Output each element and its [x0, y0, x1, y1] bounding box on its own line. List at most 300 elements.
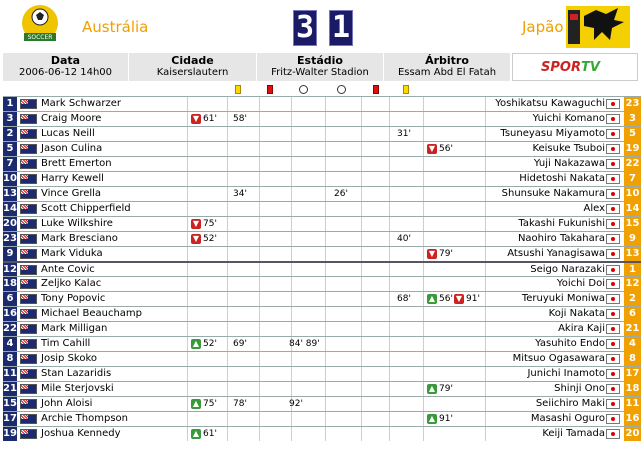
table-row — [3, 426, 641, 441]
table-row — [3, 171, 641, 186]
table-row — [3, 306, 641, 321]
grid-cell — [227, 142, 228, 156]
sub-minute: 91' — [466, 294, 480, 304]
grid-cell — [325, 322, 326, 336]
away-yellow-minute: 31' — [397, 129, 411, 139]
home-shirt-number: 4 — [3, 337, 17, 351]
away-score: 1 — [329, 10, 353, 46]
away-player-name[interactable]: Yuichi Komano — [532, 113, 605, 124]
grid-cell — [227, 187, 228, 201]
home-player-name[interactable]: Stan Lazaridis — [41, 368, 112, 379]
home-player-name[interactable]: Mile Sterjovski — [41, 383, 114, 394]
soccer-logo-icon — [18, 3, 62, 49]
grid-cell — [227, 322, 228, 336]
grid-cell — [485, 352, 486, 366]
table-row — [3, 96, 641, 111]
grid-cell — [389, 352, 390, 366]
grid-cell — [259, 292, 260, 306]
grid-cell — [187, 232, 188, 246]
grid-cell — [361, 367, 362, 381]
australia-flag-icon — [20, 339, 37, 349]
grid-cell — [227, 202, 228, 216]
away-player-name[interactable]: Alex — [583, 203, 605, 214]
grid-cell — [227, 397, 228, 411]
table-row — [3, 411, 641, 426]
sub-out-icon: ▼ — [428, 143, 436, 153]
home-shirt-number: 15 — [3, 398, 17, 409]
grid-cell — [227, 112, 228, 126]
home-player-name[interactable]: Mark Milligan — [41, 323, 108, 334]
home-substitution — [191, 427, 217, 441]
grid-cell — [361, 187, 362, 201]
sub-in-icon: ▲ — [192, 338, 200, 348]
grid-cell — [389, 263, 390, 277]
australia-flag-icon — [20, 324, 37, 334]
grid-cell — [423, 382, 424, 396]
away-substitution — [427, 142, 453, 156]
grid-cell — [291, 247, 292, 261]
grid-cell — [423, 263, 424, 277]
grid-cell — [325, 367, 326, 381]
away-goal-minute: 26' — [334, 189, 348, 199]
grid-cell — [389, 127, 390, 141]
table-row — [3, 216, 641, 231]
away-substitution — [427, 382, 453, 396]
lineup-grid — [3, 84, 641, 441]
red-card-icon-away — [373, 85, 379, 94]
grid-cell — [259, 397, 260, 411]
away-player-name[interactable]: Hidetoshi Nakata — [519, 173, 605, 184]
stadium-label: Estádio — [297, 54, 343, 67]
grid-cell — [423, 412, 424, 426]
home-shirt-number: 23 — [3, 233, 17, 244]
sub-minute: 91' — [439, 414, 453, 424]
grid-cell — [227, 307, 228, 321]
table-row — [3, 366, 641, 381]
grid-cell — [227, 427, 228, 441]
japan-flag-icon — [606, 309, 620, 319]
grid-cell — [291, 367, 292, 381]
away-team-name: Japão — [522, 18, 564, 36]
grid-cell — [361, 172, 362, 186]
grid-cell — [423, 112, 424, 126]
home-player-name[interactable]: Vince Grella — [41, 188, 102, 199]
japan-flag-icon — [606, 294, 620, 304]
grid-cell — [227, 172, 228, 186]
grid-cell — [389, 97, 390, 111]
home-player-name[interactable]: Mark Bresciano — [41, 233, 118, 244]
away-player-name[interactable]: Yoshikatsu Kawaguchi — [495, 98, 605, 109]
grid-cell — [485, 292, 486, 306]
grid-cell — [423, 247, 424, 261]
grid-cell — [291, 352, 292, 366]
sub-out-icon: ▼ — [192, 218, 200, 228]
sub-out-icon: ▼ — [428, 248, 436, 258]
sub-in-icon: ▲ — [428, 413, 436, 423]
away-player-name[interactable]: Yoichi Doi — [556, 278, 605, 289]
home-player-name[interactable]: Jason Culina — [41, 143, 103, 154]
australia-flag-icon — [20, 309, 37, 319]
grid-cell — [259, 97, 260, 111]
home-player-name[interactable]: Mark Viduka — [41, 248, 103, 259]
australia-flag-icon — [20, 174, 37, 184]
home-shirt-number: 9 — [3, 247, 17, 261]
grid-cell — [361, 247, 362, 261]
away-shirt-number: 16 — [625, 413, 640, 424]
sub-minute: 56' — [439, 294, 453, 304]
stadium-cell — [257, 53, 384, 81]
stadium-value: Fritz-Walter Stadion — [271, 67, 369, 78]
grid-cell — [227, 127, 228, 141]
home-player-name[interactable]: Craig Moore — [41, 113, 102, 124]
grid-cell — [361, 277, 362, 291]
grid-cell — [423, 367, 424, 381]
red-card-icon — [267, 85, 273, 94]
grid-cell — [291, 412, 292, 426]
goal-ball-icon-away — [337, 85, 346, 94]
away-yellow-minute: 40' — [397, 234, 411, 244]
grid-cell — [291, 142, 292, 156]
grid-cell — [259, 187, 260, 201]
australia-flag-icon — [20, 219, 37, 229]
away-player-name[interactable]: Tsuneyasu Miyamoto — [500, 128, 605, 139]
grid-cell — [485, 142, 486, 156]
grid-cell — [485, 307, 486, 321]
home-player-name[interactable]: John Aloisi — [41, 398, 93, 409]
grid-cell — [325, 352, 326, 366]
japan-flag-icon — [606, 159, 620, 169]
grid-cell — [485, 382, 486, 396]
home-shirt-number: 3 — [3, 112, 17, 126]
date-label: Data — [50, 54, 81, 67]
grid-cell — [361, 202, 362, 216]
away-player-name[interactable]: Seigo Narazaki — [530, 264, 605, 275]
home-player-name[interactable]: Ante Covic — [41, 264, 95, 275]
away-player-name[interactable]: Koji Nakata — [548, 308, 605, 319]
home-shirt-number: 16 — [3, 308, 17, 319]
table-row — [3, 126, 641, 141]
grid-cell — [361, 337, 362, 351]
grid-cell — [423, 397, 424, 411]
away-player-name[interactable]: Keiji Tamada — [542, 428, 605, 439]
away-shirt-number: 21 — [625, 323, 640, 334]
australia-flag-icon — [20, 204, 37, 214]
away-player-name[interactable]: Keisuke Tsuboi — [532, 143, 605, 154]
grid-cell — [485, 367, 486, 381]
grid-cell — [485, 172, 486, 186]
grid-cell — [361, 263, 362, 277]
grid-cell — [485, 97, 486, 111]
grid-cell — [423, 307, 424, 321]
australia-flag-icon — [20, 369, 37, 379]
home-shirt-number: 12 — [3, 264, 17, 275]
away-shirt-number: 19 — [625, 143, 640, 154]
away-shirt-number: 4 — [624, 337, 641, 351]
japan-flag-icon — [606, 144, 620, 154]
home-shirt-number: 17 — [3, 413, 17, 424]
home-player-name[interactable]: Tim Cahill — [41, 338, 91, 349]
home-player-name[interactable]: Josip Skoko — [41, 353, 98, 364]
away-shirt-number: 23 — [625, 98, 640, 109]
grid-cell — [325, 427, 326, 441]
grid-cell — [259, 367, 260, 381]
home-goal-minute: 84' 89' — [289, 339, 320, 349]
table-row — [3, 246, 641, 261]
date-value: 2006-06-12 14h00 — [18, 67, 113, 78]
sub-in-icon: ▲ — [192, 398, 200, 408]
grid-cell — [325, 112, 326, 126]
grid-cell — [291, 382, 292, 396]
japan-flag-icon — [606, 429, 620, 439]
home-shirt-number: 22 — [3, 323, 17, 334]
grid-cell — [325, 263, 326, 277]
away-shirt-number: 18 — [625, 383, 640, 394]
away-shirt-number: 13 — [625, 248, 640, 259]
column-header-row — [3, 84, 641, 96]
grid-cell — [259, 217, 260, 231]
grid-cell — [259, 263, 260, 277]
away-shirt-number: 2 — [624, 292, 641, 306]
grid-cell — [187, 217, 188, 231]
home-player-name[interactable]: Mark Schwarzer — [41, 98, 121, 109]
grid-cell — [187, 397, 188, 411]
grid-cell — [291, 97, 292, 111]
grid-cell — [187, 112, 188, 126]
home-substitution — [191, 337, 217, 351]
grid-cell — [291, 157, 292, 171]
grid-cell — [187, 142, 188, 156]
away-player-name[interactable]: Masashi Oguro — [530, 413, 605, 424]
table-row — [3, 156, 641, 171]
grid-cell — [259, 337, 260, 351]
home-shirt-number: 8 — [3, 352, 17, 366]
grid-cell — [389, 157, 390, 171]
grid-cell — [325, 412, 326, 426]
city-cell — [129, 53, 257, 81]
australia-flag-icon — [20, 279, 37, 289]
grid-cell — [187, 367, 188, 381]
home-player-name[interactable]: Michael Beauchamp — [41, 308, 143, 319]
grid-cell — [227, 367, 228, 381]
away-shirt-number: 6 — [624, 307, 641, 321]
home-player-name[interactable]: Tony Popovic — [41, 293, 106, 304]
japan-flag-icon — [606, 265, 620, 275]
grid-cell — [259, 382, 260, 396]
grid-cell — [389, 397, 390, 411]
home-player-name[interactable]: Archie Thompson — [41, 413, 128, 424]
japan-flag-icon — [606, 174, 620, 184]
grid-cell — [389, 292, 390, 306]
grid-cell — [389, 307, 390, 321]
table-row — [3, 231, 641, 246]
grid-cell — [227, 217, 228, 231]
away-player-name[interactable]: Junichi Inamoto — [527, 368, 605, 379]
australia-flag-icon — [20, 429, 37, 439]
australia-flag-icon — [20, 189, 37, 199]
city-value: Kaiserslautern — [156, 67, 229, 78]
grid-cell — [291, 172, 292, 186]
home-player-name[interactable]: Zeljko Kalac — [41, 278, 102, 289]
japan-flag-icon — [606, 279, 620, 289]
grid-cell — [361, 97, 362, 111]
sub-out-icon: ▼ — [192, 233, 200, 243]
grid-cell — [361, 307, 362, 321]
grid-cell — [187, 202, 188, 216]
grid-cell — [423, 322, 424, 336]
grid-cell — [423, 157, 424, 171]
grid-cell — [389, 202, 390, 216]
grid-cell — [187, 352, 188, 366]
home-player-name[interactable]: Joshua Kennedy — [41, 428, 121, 439]
grid-cell — [485, 337, 486, 351]
australia-flag-icon — [20, 354, 37, 364]
japan-flag-icon — [606, 369, 620, 379]
table-row — [3, 111, 641, 126]
home-shirt-number: 1 — [3, 97, 17, 111]
grid-cell — [325, 277, 326, 291]
home-player-name[interactable]: Harry Kewell — [41, 173, 104, 184]
sub-minute: 52' — [203, 339, 217, 349]
grid-cell — [485, 263, 486, 277]
sub-out-icon: ▼ — [455, 293, 463, 303]
grid-cell — [423, 277, 424, 291]
table-row — [3, 186, 641, 201]
away-shirt-number: 9 — [624, 232, 641, 246]
grid-cell — [389, 382, 390, 396]
date-cell — [3, 53, 129, 81]
grid-cell — [291, 277, 292, 291]
home-score: 3 — [293, 10, 317, 46]
away-shirt-number: 10 — [625, 188, 640, 199]
table-row — [3, 396, 641, 411]
grid-cell — [325, 127, 326, 141]
grid-cell — [325, 97, 326, 111]
grid-cell — [187, 172, 188, 186]
australia-flag-icon — [20, 129, 37, 139]
sub-minute: 52' — [203, 234, 217, 244]
grid-cell — [423, 232, 424, 246]
grid-cell — [291, 427, 292, 441]
sub-out-icon: ▼ — [192, 113, 200, 123]
jfa-crest-icon — [566, 6, 630, 48]
sportv-logo[interactable] — [512, 53, 638, 81]
away-player-name[interactable]: Yasuhito Endo — [535, 338, 605, 349]
grid-cell — [259, 157, 260, 171]
grid-cell — [423, 172, 424, 186]
grid-cell — [485, 157, 486, 171]
japan-flag-icon — [606, 204, 620, 214]
home-yellow-minute: 34' — [233, 189, 247, 199]
home-player-name[interactable]: Lucas Neill — [41, 128, 95, 139]
away-player-name[interactable]: Yuji Nakazawa — [533, 158, 605, 169]
away-player-name[interactable]: Shunsuke Nakamura — [501, 188, 605, 199]
away-shirt-number: 20 — [625, 428, 640, 439]
home-player-name[interactable]: Luke Wilkshire — [41, 218, 113, 229]
grid-cell — [361, 397, 362, 411]
home-substitution — [191, 232, 217, 246]
australia-flag-icon — [20, 384, 37, 394]
home-player-name[interactable]: Brett Emerton — [41, 158, 112, 169]
grid-cell — [325, 157, 326, 171]
grid-cell — [227, 337, 228, 351]
grid-cell — [485, 127, 486, 141]
grid-cell — [187, 412, 188, 426]
home-shirt-number: 21 — [3, 383, 17, 394]
table-row — [3, 336, 641, 351]
table-row — [3, 351, 641, 366]
japan-flag-icon — [606, 234, 620, 244]
sub-minute: 56' — [439, 144, 453, 154]
grid-cell — [291, 217, 292, 231]
away-player-name[interactable]: Shinji Ono — [554, 383, 605, 394]
grid-cell — [361, 157, 362, 171]
away-player-name[interactable]: Mitsuo Ogasawara — [512, 353, 605, 364]
away-player-name[interactable]: Takashi Fukunishi — [518, 218, 605, 229]
grid-cell — [389, 367, 390, 381]
away-substitution — [427, 412, 453, 426]
grid-cell — [485, 277, 486, 291]
home-player-name[interactable]: Scott Chipperfield — [41, 203, 131, 214]
australia-flag-icon — [20, 399, 37, 409]
grid-cell — [389, 427, 390, 441]
australia-flag-icon — [20, 144, 37, 154]
table-row — [3, 201, 641, 216]
grid-cell — [485, 397, 486, 411]
grid-cell — [259, 232, 260, 246]
grid-cell — [187, 97, 188, 111]
home-shirt-number: 13 — [3, 188, 17, 199]
grid-cell — [361, 322, 362, 336]
away-player-name[interactable]: Atsushi Yanagisawa — [507, 248, 605, 259]
home-substitution — [191, 397, 217, 411]
grid-cell — [361, 112, 362, 126]
away-substitution — [427, 247, 453, 261]
away-player-name[interactable]: Teruyuki Moniwa — [521, 293, 605, 304]
away-player-name[interactable]: Naohiro Takahara — [517, 233, 605, 244]
japan-flag-icon — [606, 219, 620, 229]
grid-cell — [389, 172, 390, 186]
away-shirt-number: 12 — [625, 278, 640, 289]
grid-cell — [361, 142, 362, 156]
grid-cell — [187, 157, 188, 171]
grid-cell — [259, 412, 260, 426]
home-team-name: Austrália — [82, 18, 149, 36]
japan-flag-icon — [606, 324, 620, 334]
grid-cell — [423, 187, 424, 201]
grid-cell — [291, 307, 292, 321]
japan-flag-icon — [606, 414, 620, 424]
australia-flag-icon — [20, 414, 37, 424]
japan-flag-icon — [606, 114, 620, 124]
grid-cell — [389, 322, 390, 336]
grid-cell — [361, 427, 362, 441]
grid-cell — [187, 127, 188, 141]
away-shirt-number: 22 — [625, 158, 640, 169]
away-player-name[interactable]: Akira Kaji — [558, 323, 605, 334]
home-substitution — [191, 112, 217, 126]
grid-cell — [259, 427, 260, 441]
grid-cell — [389, 277, 390, 291]
grid-cell — [227, 157, 228, 171]
grid-cell — [187, 247, 188, 261]
japan-flag-icon — [606, 99, 620, 109]
sub-in-icon: ▲ — [192, 428, 200, 438]
grid-cell — [423, 127, 424, 141]
away-player-name[interactable]: Seiichiro Maki — [535, 398, 605, 409]
grid-cell — [259, 112, 260, 126]
grid-cell — [485, 412, 486, 426]
grid-cell — [389, 112, 390, 126]
